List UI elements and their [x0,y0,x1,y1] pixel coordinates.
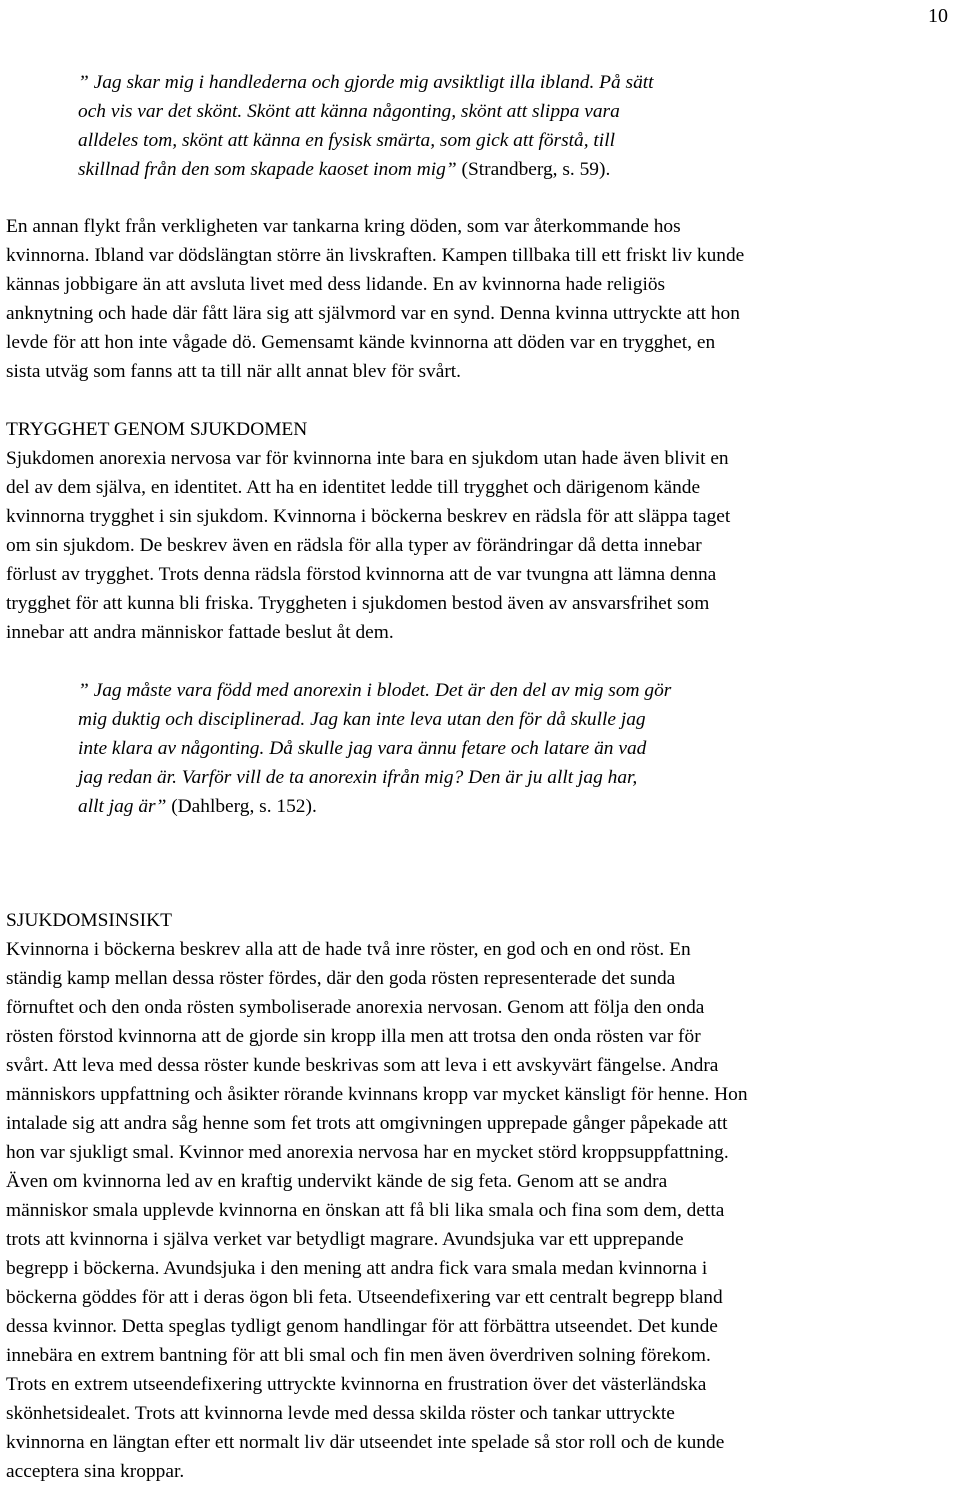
text-line: människor smala upplevde kvinnorna en önskan att få bli lika smala och fina som dem, detta [6,1200,725,1221]
section-heading-trygghet: TRYGGHET GENOM SJUKDOMEN [6,419,308,440]
text-line: ständig kamp mellan dessa röster fördes, där den goda rösten representerade det sunda [6,968,676,989]
text-line: anknytning och hade där fått lära sig att självmord var en synd. Denna kvinna uttryckte att hon [6,303,740,324]
text-line: människors uppfattning och åsikter rörande kvinnans kropp var mycket känsligt för henne. Hon [6,1084,748,1105]
quote-line: alldeles tom, skönt att känna en fysisk smärta, som gick att förstå, till [78,130,615,151]
paragraph-security-in-illness [6,444,956,647]
text-line: En annan flykt från verkligheten var tankarna kring döden, som var återkommande hos [6,216,681,237]
paragraph-death-thoughts [6,212,956,386]
text-line: trygghet för att kunna bli friska. Tryggheten i sjukdomen bestod även av ansvarsfrihet som [6,593,710,614]
text-line: hon var sjukligt smal. Kvinnor med anorexia nervosa har en mycket störd kroppsuppfattning. [6,1142,729,1163]
text-line: trots att kvinnorna i själva verket var betydligt magrare. Avundsjuka var ett upprepande [6,1229,684,1250]
text-line: Trots en extrem utseendefixering uttryckte kvinnorna en frustration över det västerländska [6,1374,707,1395]
text-line: svårt. Att leva med dessa röster kunde beskrivas som att leva i ett avskyvärt fängelse. Andra [6,1055,719,1076]
text-line: innebära en extrem bantning för att bli smal och fin men även överdriven solning förekom. [6,1345,711,1366]
text-line: levde för att hon inte vågade dö. Gemensamt kände kvinnorna att döden var en trygghet, en [6,332,716,353]
block-quote-strandberg [78,68,654,184]
text-line: förlust av trygghet. Trots denna rädsla förstod kvinnorna att de var tvungna att lämna denna [6,564,717,585]
quote-line: skillnad från den som skapade kaoset inom mig” [78,159,457,180]
quote-line: och vis var det skönt. Skönt att känna någonting, skönt att slippa vara [78,101,620,122]
text-line: Kvinnorna i böckerna beskrev alla att de hade två inre röster, en god och en ond röst. En [6,939,691,960]
text-line: intalade sig att andra såg henne som fet trots att omgivningen upprepade gånger påpekade att [6,1113,728,1134]
text-line: kvinnorna trygghet i sin sjukdom. Kvinnorna i böckerna beskrev en rädsla för att släppa taget [6,506,731,527]
text-line: begrepp i böckerna. Avundsjuka i den mening att andra fick vara smala medan kvinnorna i [6,1258,708,1279]
text-line: om sin sjukdom. De beskrev även en rädsla för alla typer av förändringar då detta innebar [6,535,702,556]
text-line: böckerna göddes för att i deras ögon bli feta. Utseendefixering var ett centralt begrepp bland [6,1287,723,1308]
quote-line: allt jag är” [78,796,167,817]
text-line: dessa kvinnor. Detta speglas tydligt genom handlingar för att förbättra utseendet. Det kunde [6,1316,718,1337]
text-line: rösten förstod kvinnorna att de gjorde sin kropp illa men att trotsa den onda rösten var för [6,1026,701,1047]
quote-line: inte klara av någonting. Då skulle jag vara ännu fetare och latare än vad [78,738,647,759]
text-line: innebar att andra människor fattade beslut åt dem. [6,622,394,643]
text-line: kvinnorna en längtan efter ett normalt liv där utseendet inte spelade så stor roll och de kunde [6,1432,725,1453]
text-line: skönhetsidealet. Trots att kvinnorna levde med dessa skilda röster och tankar uttryckte [6,1403,675,1424]
quote-line: jag redan är. Varför vill de ta anorexin ifrån mig? Den är ju allt jag har, [78,767,638,788]
quote-line: ” Jag skar mig i handlederna och gjorde mig avsiktligt illa ibland. På sätt [78,72,654,93]
section-heading-sjukdomsinsikt: SJUKDOMSINSIKT [6,910,172,931]
text-line: förnuftet och den onda rösten symboliserade anorexia nervosan. Genom att följa den onda [6,997,705,1018]
page-number: 10 [928,5,948,27]
quote-line: mig duktig och disciplinerad. Jag kan inte leva utan den för då skulle jag [78,709,646,730]
quote-citation: (Strandberg, s. 59). [456,159,611,180]
quote-line: ” Jag måste vara född med anorexin i blodet. Det är den del av mig som gör [78,680,672,701]
paragraph-illness-insight [6,935,956,1486]
text-line: Sjukdomen anorexia nervosa var för kvinnorna inte bara en sjukdom utan hade även blivit en [6,448,729,469]
text-line: kännas jobbigare än att avsluta livet med dess lidande. En av kvinnorna hade religiös [6,274,666,295]
quote-citation: (Dahlberg, s. 152). [166,796,317,817]
text-line: kvinnorna. Ibland var dödslängtan större än livskraften. Kampen tillbaka till ett friskt liv kunde [6,245,745,266]
block-quote-dahlberg [78,676,671,821]
text-line: sista utväg som fanns att ta till när allt annat blev för svårt. [6,361,462,382]
text-line: acceptera sina kroppar. [6,1461,185,1482]
text-line: del av dem själva, en identitet. Att ha en identitet ledde till trygghet och därigenom kände [6,477,701,498]
text-line: Även om kvinnorna led av en kraftig undervikt kände de sig feta. Genom att se andra [6,1171,668,1192]
